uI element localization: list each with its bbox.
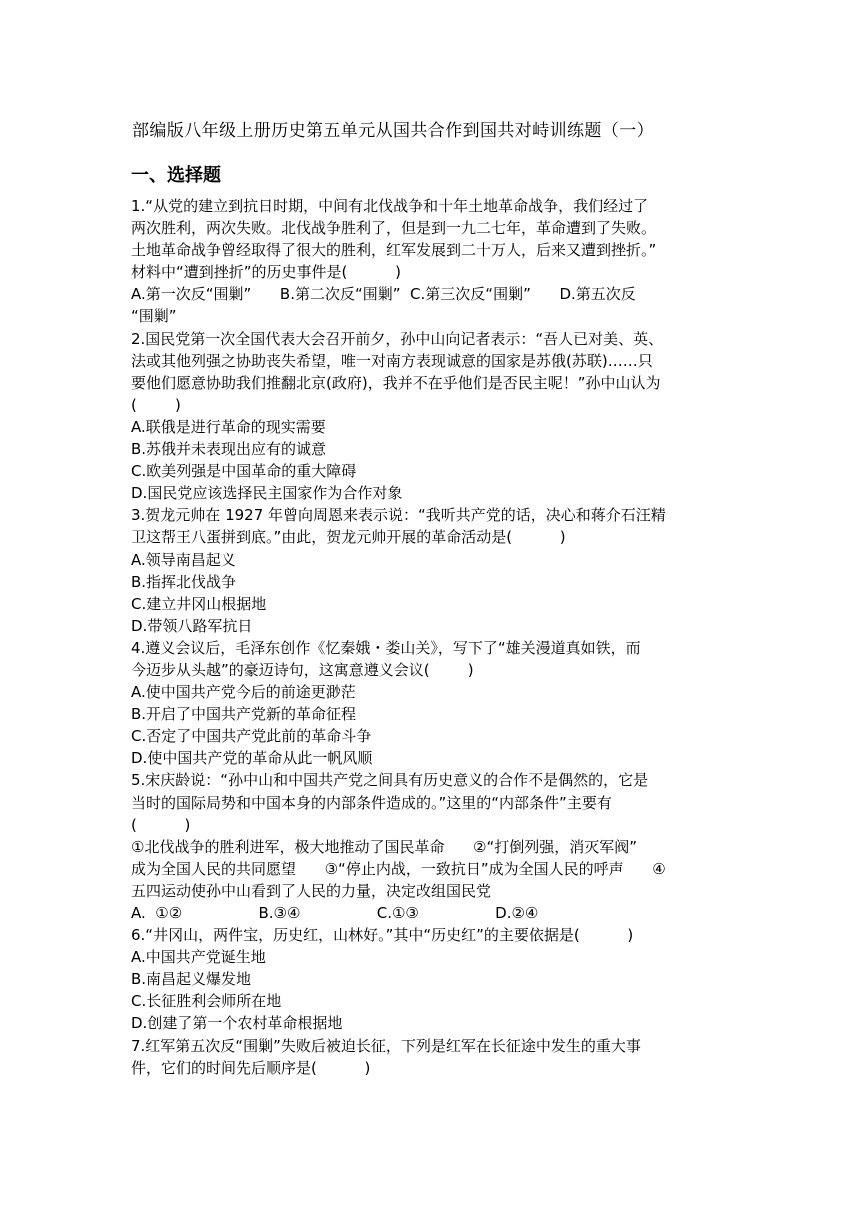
text-line: C.否定了中国共产党此前的革命斗争 [131, 727, 372, 746]
text-line: 当时的国际局势和中国本身的内部条件造成的。”这里的“内部条件”主要有 [131, 793, 612, 812]
text-line: 7.红军第五次反“围剿”失败后被迫长征，下列是红军在长征途中发生的重大事 [131, 1036, 641, 1055]
text-line: 成为全国人民的共同愿望 ③“停止内战，一致抗日”成为全国人民的呼声 ④ [131, 859, 666, 878]
text-line: B.南昌起义爆发地 [131, 970, 252, 989]
text-line: A.使中国共产党今后的前途更渺茫 [131, 683, 356, 702]
text-line: 要他们愿意协助我们推翻北京(政府)，我并不在乎他们是否民主呢！”孙中山认为 [131, 373, 661, 392]
text-line: B.开启了中国共产党新的革命征程 [131, 705, 357, 724]
text-line: D.带领八路军抗日 [131, 616, 253, 635]
section-heading: 一、选择题 [131, 165, 221, 186]
text-line: A.联俄是进行革命的现实需要 [131, 417, 326, 436]
text-line: 材料中“遭到挫折”的历史事件是( ) [131, 263, 401, 282]
text-line: 5.宋庆龄说：“孙中山和中国共产党之间具有历史意义的合作不是偶然的，它是 [131, 771, 649, 790]
text-line: D.使中国共产党的革命从此一帆风顺 [131, 749, 373, 768]
text-line: C.建立井冈山根据地 [131, 594, 267, 613]
text-line: 卫这帮王八蛋拼到底。”由此，贺龙元帅开展的革命活动是( ) [131, 528, 566, 547]
text-line: 3.贺龙元帅在 1927 年曾向周恩来表示说：“我听共产党的话，决心和蒋介石汪精 [131, 506, 666, 525]
text-line: 件，它们的时间先后顺序是( ) [131, 1058, 371, 1077]
text-line: A.领导南昌起义 [131, 550, 236, 569]
text-line: 法或其他列强之协助丧失希望，唯一对南方表现诚意的国家是苏俄(苏联)……只 [131, 351, 653, 370]
text-line: C.长征胜利会师所在地 [131, 992, 282, 1011]
text-line: 2.国民党第一次全国代表大会召开前夕，孙中山向记者表示：“吾人已对美、英、 [131, 329, 664, 348]
text-line: 两次胜利，两次失败。北伐战争胜利了，但是到一九二七年，革命遭到了失败。 [131, 219, 657, 238]
text-line: 4.遵义会议后，毛泽东创作《忆秦娥・娄山关》，写下了“雄关漫道真如铁，而 [131, 638, 641, 657]
text-line: D.国民党应该选择民主国家作为合作对象 [131, 484, 403, 503]
text-line: A.中国共产党诞生地 [131, 948, 266, 967]
text-line: 五四运动使孙中山看到了人民的力量，决定改组国民党 [131, 881, 492, 900]
text-line: ( ) [131, 815, 191, 834]
text-line: A. ①② B.③④ C.①③ D.②④ [131, 904, 539, 922]
text-line: D.创建了第一个农村革命根据地 [131, 1014, 343, 1033]
text-line: 1.“从党的建立到抗日时期，中间有北伐战争和十年土地革命战争，我们经过了 [131, 197, 649, 215]
document-title: 部编版八年级上册历史第五单元从国共合作到国共对峙训练题（一） [132, 121, 654, 141]
text-line: A.第一次反“围剿” B.第二次反“围剿” C.第三次反“围剿” D.第五次反 [131, 285, 636, 304]
question-body [131, 195, 731, 1079]
text-line: ①北伐战争的胜利进军，极大地推动了国民革命 ②“打倒列强，消灭军阀” [131, 837, 638, 856]
text-line: ( ) [131, 395, 181, 414]
text-line: 今迈步从头越”的豪迈诗句，这寓意遵义会议( ) [131, 660, 474, 679]
text-line: 6.“井冈山，两件宝，历史红，山林好。”其中“历史红”的主要依据是( ) [131, 926, 634, 945]
text-line: C.欧美列强是中国革命的重大障碍 [131, 462, 357, 481]
text-line: “围剿” [131, 307, 177, 326]
text-line: B.指挥北伐战争 [131, 572, 237, 591]
text-line: B.苏俄并未表现出应有的诚意 [131, 440, 327, 459]
text-line: 土地革命战争曾经取得了很大的胜利，红军发展到二十万人，后来又遭到挫折。” [131, 241, 657, 260]
